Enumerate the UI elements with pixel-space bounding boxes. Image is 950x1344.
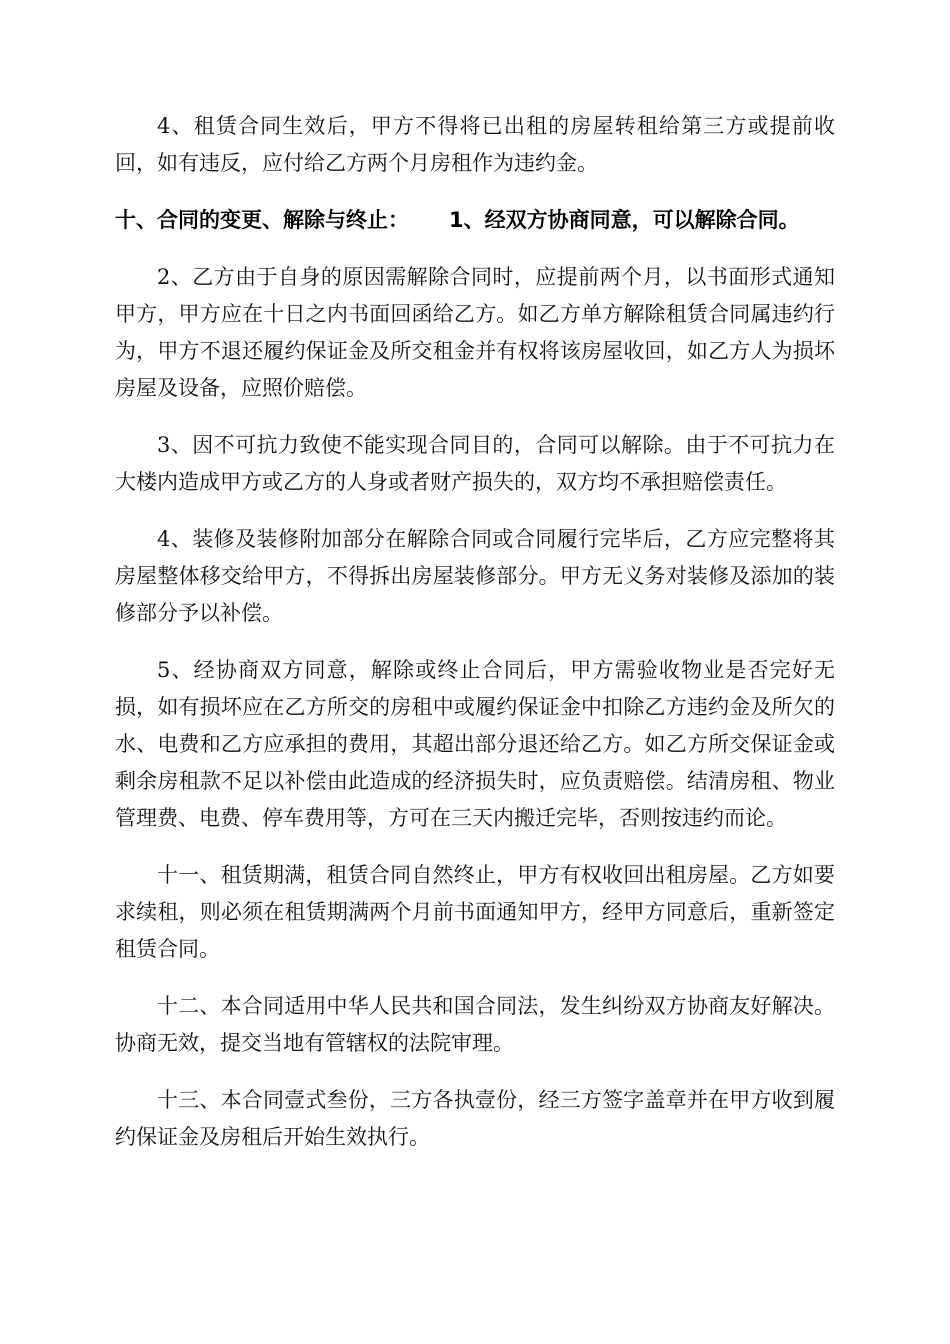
paragraph-decoration-handover: 4、装修及装修附加部分在解除合同或合同履行完毕后，乙方应完整将其房屋整体移交给甲方，不得拆出房屋装修部分。甲方无义务对装修及添加的装修部分予以补偿。 [115,527,835,625]
paragraph-sublet-clause: 4、租赁合同生效后，甲方不得将已出租的房屋转租给第三方或提前收回，如有违反，应付给乙方两个月房租作为违约金。 [115,114,835,175]
paragraph-force-majeure: 3、因不可抗力致使不能实现合同目的，合同可以解除。由于不可抗力在大楼内造成甲方或乙方的人身或者财产损失的，双方均不承担赔偿责任。 [115,433,835,494]
paragraph-section-13-copies: 十三、本合同壹式叁份，三方各执壹份，经三方签字盖章并在甲方收到履约保证金及房租后开始生效执行。 [115,1088,835,1149]
paragraph-section-11-lease-expiry: 十一、租赁期满，租赁合同自然终止，甲方有权收回出租房屋。乙方如要求续租，则必须在租赁期满两个月前书面通知甲方，经甲方同意后，重新签定租赁合同。 [115,863,835,961]
section-10-item-1: 1、经双方协商同意，可以解除合同。 [449,208,800,232]
paragraph-section-12-governing-law: 十二、本合同适用中华人民共和国合同法，发生纠纷双方协商友好解决。协商无效，提交当地有管辖权的法院审理。 [115,994,835,1055]
document-body [115,108,835,1176]
paragraph-property-inspection: 5、经协商双方同意，解除或终止合同后，甲方需验收物业是否完好无损，如有损坏应在乙方所交的房租中或履约保证金中扣除乙方违约金及所欠的水、电费和乙方应承担的费用，其超出部分退还给乙方。如乙方所交保证金或剩余房租款不足以补偿由此造成的经济损失时，应负责赔偿。结清房租、物业管理费、电费、停车费用等，方可在三天内搬迁完毕，否则按违约而论。 [115,658,835,830]
section-10-heading: 十、合同的变更、解除与终止： [115,208,409,232]
section-10-heading-line [115,202,835,239]
paragraph-termination-notice: 2、乙方由于自身的原因需解除合同时，应提前两个月，以书面形式通知甲方，甲方应在十日之内书面回函给乙方。如乙方单方解除租赁合同属违约行为，甲方不退还履约保证金及所交租金并有权将该房屋收回，如乙方人为损坏房屋及设备，应照价赔偿。 [115,265,835,400]
